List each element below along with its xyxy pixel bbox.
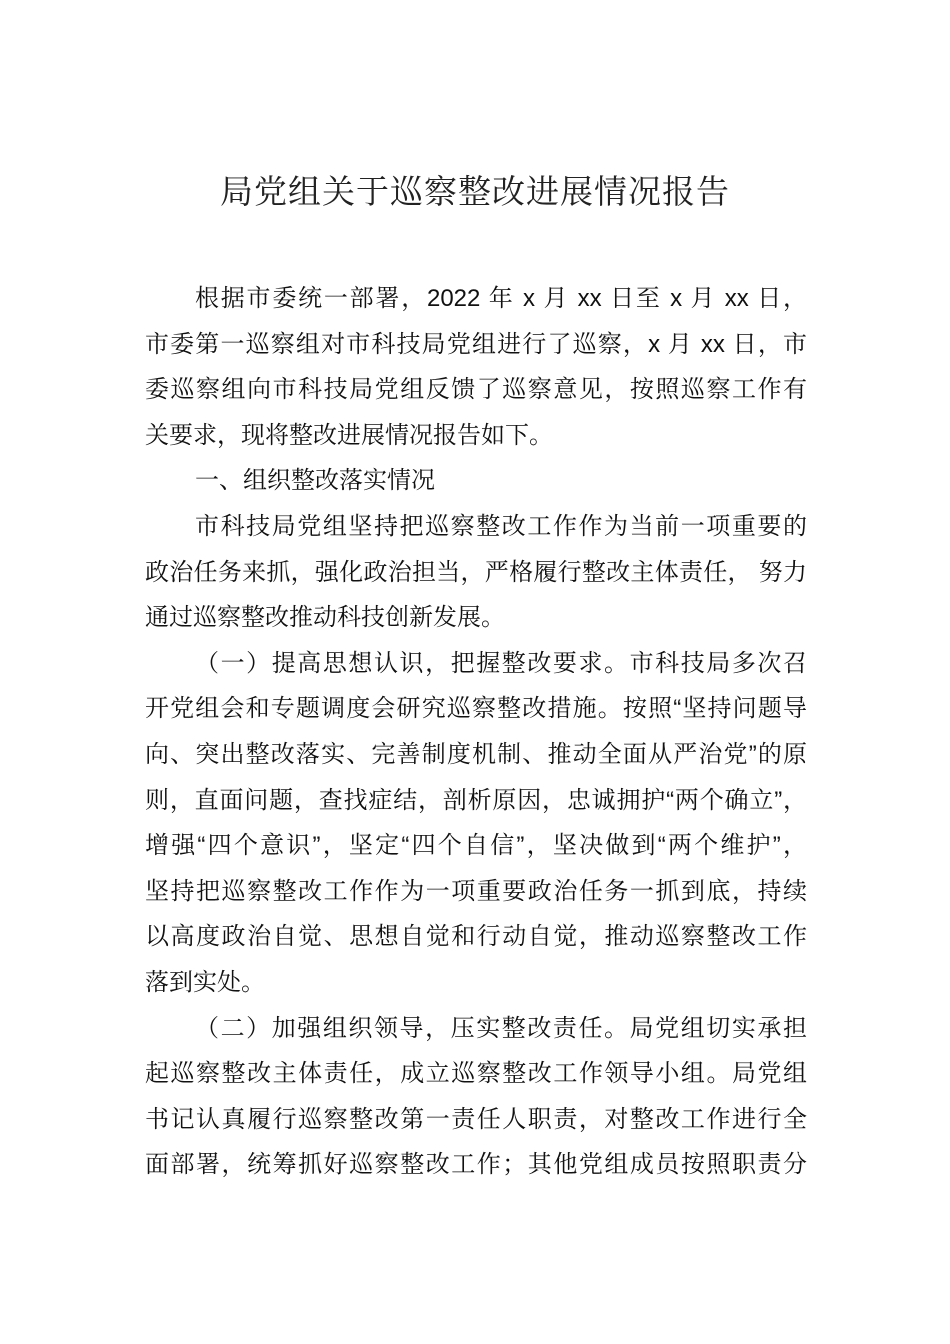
subsection-1-paragraph bbox=[145, 641, 807, 1006]
intro-paragraph bbox=[145, 276, 807, 458]
text-line: 坚持把巡察整改工作作为一项重要政治任务一抓到底，持续 bbox=[145, 877, 807, 905]
text-line: （二）加强组织领导，压实整改责任。局党组切实承担 bbox=[195, 1014, 807, 1042]
text-line: 书记认真履行巡察整改第一责任人职责，对整改工作进行全 bbox=[145, 1105, 807, 1133]
text-line: 向、突出整改落实、完善制度机制、推动全面从严治党”的原 bbox=[145, 740, 807, 768]
text-line: 委巡察组向市科技局党组反馈了巡察意见，按照巡察工作有 bbox=[145, 376, 807, 404]
text-line: 面部署，统筹抓好巡察整改工作；其他党组成员按照职责分 bbox=[145, 1151, 807, 1179]
text-line: 增强“四个意识”，坚定“四个自信”，坚决做到“两个维护”， bbox=[145, 832, 807, 860]
text-line: 根据市委统一部署，2022 年 x 月 xx 日至 x 月 xx 日， bbox=[195, 285, 807, 312]
text-line: 市委第一巡察组对市科技局党组进行了巡察，x 月 xx 日，市 bbox=[145, 330, 807, 358]
subsection-2-paragraph bbox=[145, 1006, 807, 1188]
text-line: 则，直面问题，查找症结，剖析原因，忠诚拥护“两个确立”， bbox=[145, 786, 807, 814]
text-line: 一、组织整改落实情况 bbox=[195, 467, 435, 495]
document-body bbox=[145, 276, 807, 1188]
document-title: 局党组关于巡察整改进展情况报告 bbox=[220, 175, 730, 211]
text-line: 市科技局党组坚持把巡察整改工作作为当前一项重要的 bbox=[195, 512, 807, 540]
text-line: 落到实处。 bbox=[145, 968, 265, 996]
section-heading-1 bbox=[145, 458, 807, 504]
text-line: 政治任务来抓，强化政治担当，严格履行整改主体责任， 努力 bbox=[145, 558, 807, 586]
text-line: 开党组会和专题调度会研究巡察整改措施。按照“坚持问题导 bbox=[145, 695, 807, 723]
text-line: 起巡察整改主体责任，成立巡察整改工作领导小组。局党组 bbox=[145, 1060, 807, 1088]
text-line: （一）提高思想认识，把握整改要求。市科技局多次召 bbox=[195, 649, 807, 677]
text-line: 通过巡察整改推动科技创新发展。 bbox=[145, 604, 505, 632]
text-line: 关要求，现将整改进展情况报告如下。 bbox=[145, 421, 553, 449]
section-1-paragraph bbox=[145, 504, 807, 641]
text-line: 以高度政治自觉、思想自觉和行动自觉，推动巡察整改工作 bbox=[145, 923, 807, 951]
